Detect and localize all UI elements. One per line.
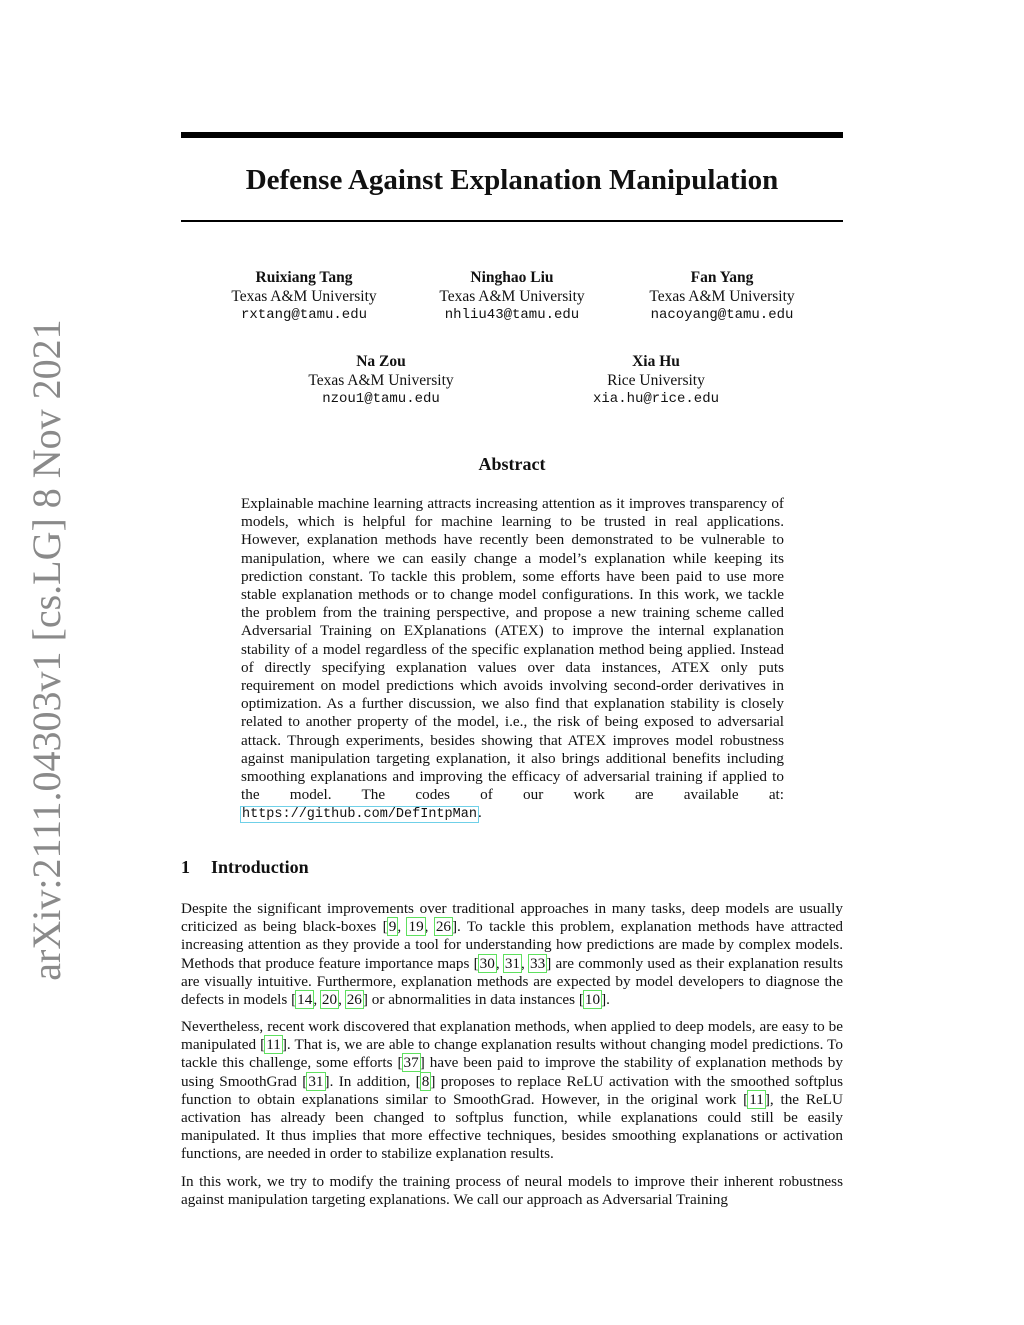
- author-affiliation: Texas A&M University: [439, 288, 585, 305]
- author-affiliation: Texas A&M University: [649, 288, 795, 305]
- author-name: Ninghao Liu: [470, 269, 554, 286]
- citation-link[interactable]: 30: [479, 954, 495, 972]
- citation-link[interactable]: 11: [749, 1090, 764, 1108]
- citation-link[interactable]: 11: [266, 1036, 281, 1054]
- abstract-text: [241, 495, 784, 825]
- author-email: nzou1@tamu.edu: [322, 391, 440, 407]
- author-email: nacoyang@tamu.edu: [650, 307, 794, 323]
- paper-title: Defense Against Explanation Manipulation: [245, 164, 779, 196]
- intro-paragraph-2: Nevertheless, recent work discovered that explanation methods, when applied to deep models, are easy to be manipulated [11]. That is, we are able to change explanation results without changing model predictions. To tackle this challenge, some efforts [37] have been paid to improve the stability of explanation methods by using SmoothGrad [31]. In addition, [8] proposes to replace ReLU activation with the smoothed softplus function to obtain explanations similar to SmoothGrad. However, in the original work [11], the ReLU activation has already been changed to softplus function, while explanations could still be easily manipulated. It thus implies that more effective techniques, besides smoothing explanations or activation functions, are needed in order to stabilize explanation results.: [181, 1018, 844, 1163]
- author-email: rxtang@tamu.edu: [240, 307, 368, 323]
- author-affiliation: Texas A&M University: [308, 372, 454, 389]
- author-block: [546, 352, 766, 409]
- section-heading: [181, 857, 309, 878]
- citation-link[interactable]: 19: [408, 918, 424, 936]
- abstract-body: Explainable machine learning attracts increasing attention as it improves transparency of models, which is helpful for machine learning to be trusted in real applications. However, explanation methods have recently been demonstrated to be vulnerable to manipulation, where we can easily change a model’s explanation while keeping its prediction constant. To tackle this problem, some efforts have been paid to use more stable explanation methods or to change model configurations. In this work, we tackle the problem from the training perspective, and propose a new training scheme called Adversarial Training on EXplanations (ATEX) to improve the internal explanation stability of a model regardless of the specific explanation method being applied. Instead of directly specifying explanation values over data instances, ATEX only puts requirement on model predictions which avoids involving second-order derivatives in optimization. As a further discussion, we also find that explanation stability is closely related to another property of the model, i.e., the risk of being exposed to adversarial attack. Through experiments, besides showing that ATEX improves model robustness against manipulation targeting explanation, it also brings additional benefits including smoothing explanations and improving the efficacy of adversarial training if applied to the model. The codes of our work are available at:: [241, 495, 784, 804]
- author-block: [271, 352, 491, 409]
- author-affiliation: Rice University: [607, 372, 705, 389]
- citation-link[interactable]: 31: [308, 1072, 324, 1090]
- section-number: 1: [181, 857, 190, 877]
- citation-link[interactable]: 20: [321, 991, 338, 1009]
- author-email: nhliu43@tamu.edu: [444, 307, 580, 323]
- intro-paragraph-3: In this work, we try to modify the training process of neural models to improve their inherent robustness against manipulation targeting explanations. We call our approach as Adversarial Training: [181, 1173, 843, 1209]
- author-name: Ruixiang Tang: [255, 269, 353, 286]
- abstract-heading: Abstract: [478, 454, 546, 474]
- author-name: Fan Yang: [690, 269, 754, 286]
- abstract-end: .: [477, 804, 482, 822]
- author-affiliation: Texas A&M University: [231, 288, 377, 305]
- title-top-rule: [181, 132, 843, 138]
- section-title: Introduction: [211, 857, 309, 877]
- citation-link[interactable]: 33: [530, 954, 546, 972]
- arxiv-identifier-stamp: arXiv:2111.04303v1 [cs.LG] 8 Nov 2021: [24, 319, 69, 981]
- citation-link[interactable]: 37: [403, 1054, 419, 1072]
- citation-link[interactable]: 14: [297, 991, 313, 1009]
- author-block: [612, 268, 832, 325]
- citation-link[interactable]: 8: [421, 1072, 430, 1090]
- citation-link[interactable]: 10: [584, 991, 601, 1009]
- intro-paragraph-1: Despite the significant improvements over traditional approaches in many tasks, deep models are usually criticized as being black-boxes [9, 19, 26]. To tackle this problem, explanation methods have attracted increasing attention as they provide a tool for understanding how predictions are made by complex models. Methods that produce feature importance maps [30, 31, 33] are commonly used as their explanation results are visually intuitive. Furthermore, explanation methods are expected by model developers to diagnose the defects in models [14, 20, 26] or abnormalities in data instances [10].: [181, 900, 844, 1009]
- author-email: xia.hu@rice.edu: [592, 391, 720, 407]
- author-name: Na Zou: [356, 353, 406, 370]
- code-repository-link[interactable]: https://github.com/DefIntpMan: [242, 807, 477, 823]
- citation-link[interactable]: 26: [346, 991, 362, 1009]
- author-name: Xia Hu: [632, 353, 680, 370]
- citation-link[interactable]: 9: [388, 918, 397, 936]
- author-block: [194, 268, 414, 325]
- citation-link[interactable]: 31: [504, 954, 521, 972]
- author-block: [402, 268, 622, 325]
- title-bottom-rule: [181, 220, 843, 222]
- citation-link[interactable]: 26: [435, 918, 451, 936]
